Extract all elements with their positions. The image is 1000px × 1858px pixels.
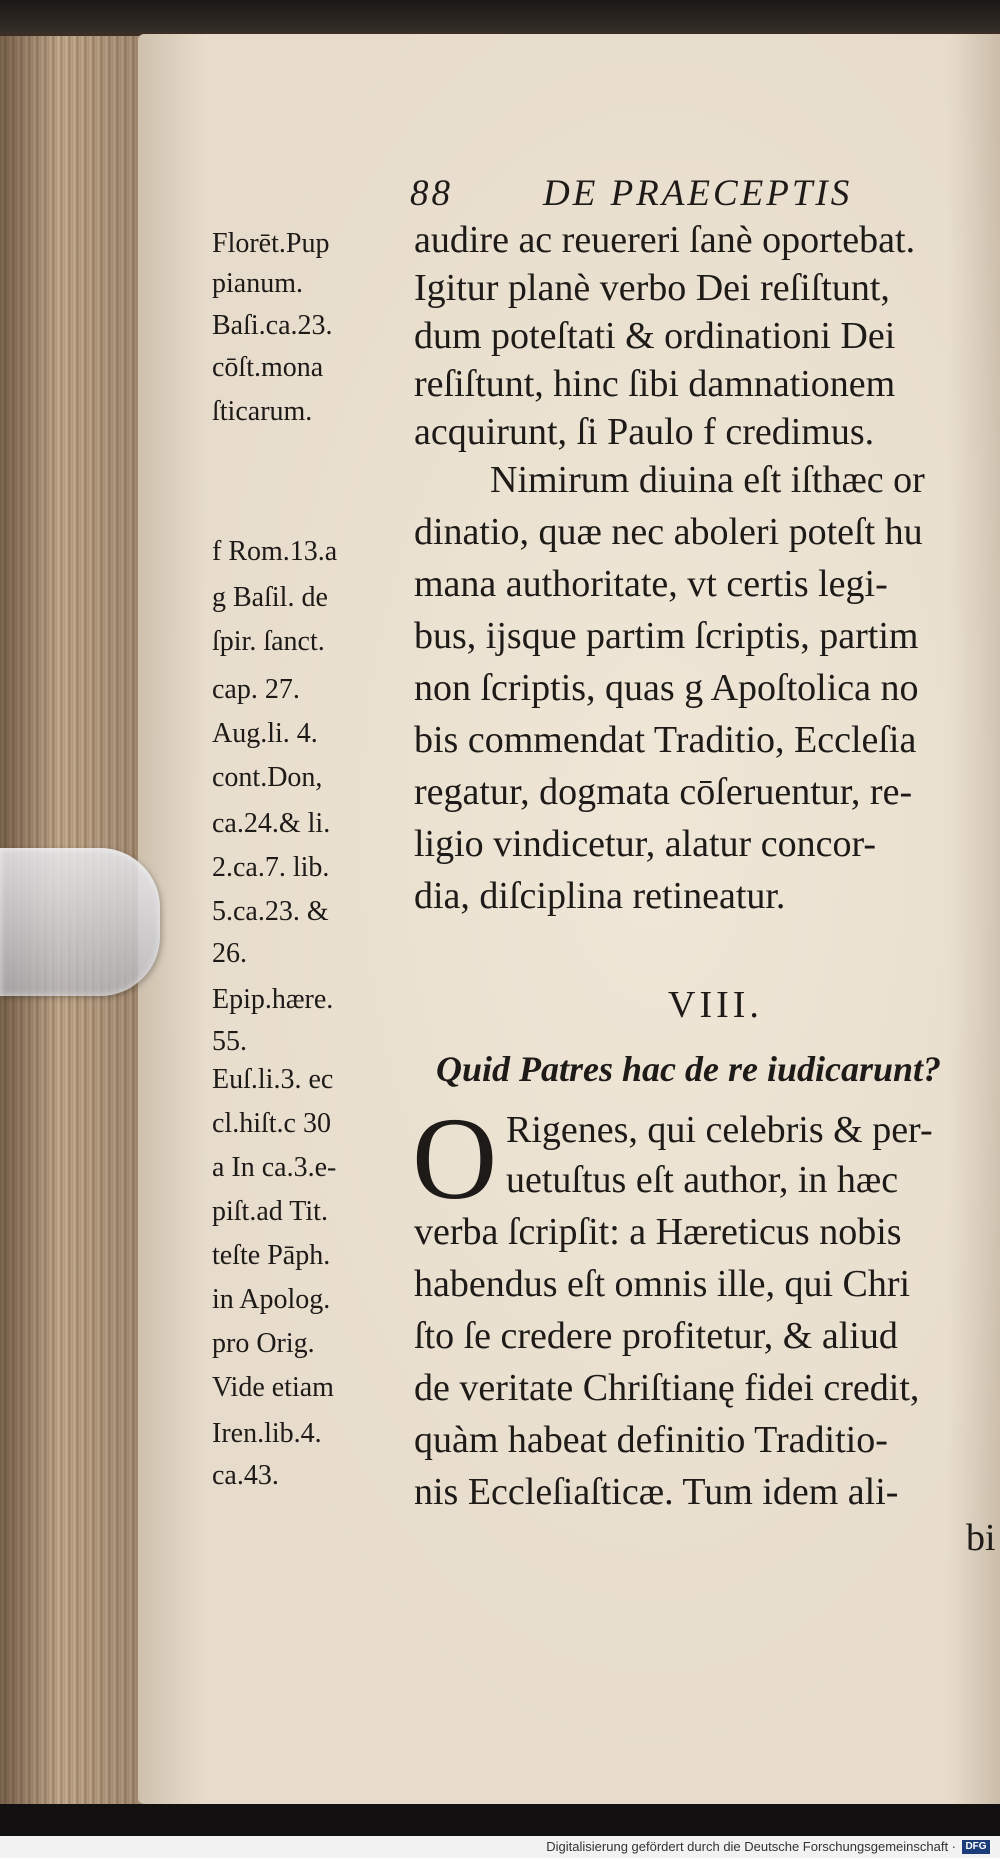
margin-note: Florēt.Pup — [212, 228, 330, 259]
body-line: bis commendat Traditio, Eccleſia — [414, 719, 917, 761]
page-number: 88 — [410, 173, 453, 214]
body-line: nis Eccleſiaſticæ. Tum idem ali- — [414, 1471, 899, 1513]
body-line: bi — [966, 1517, 996, 1559]
body-line: non ſcriptis, quas g Apoſtolica no — [414, 667, 919, 709]
digitization-footer — [0, 1836, 1000, 1858]
margin-note: cont.Don, — [212, 762, 323, 793]
margin-note: cap. 27. — [212, 674, 300, 705]
body-line: dia, diſciplina retineatur. — [414, 875, 786, 917]
body-line: Nimirum diuina eſt iſthæc or — [490, 459, 925, 501]
margin-note: 2.ca.7. lib. — [212, 852, 330, 883]
margin-note: 26. — [212, 938, 247, 969]
margin-note: 55. — [212, 1026, 247, 1057]
bottom-shadow — [0, 1804, 1000, 1836]
body-line: dum poteſtati & ordinationi Dei — [414, 315, 896, 357]
drop-cap: O — [412, 1093, 498, 1224]
margin-note: ſpir. ſanct. — [212, 626, 325, 657]
margin-note: Epip.hære. — [212, 984, 334, 1015]
body-line: de veritate Chriſtianę fidei credit, — [414, 1367, 920, 1409]
margin-note: g Baſil. de — [212, 582, 328, 613]
margin-note: ſticarum. — [212, 396, 313, 427]
margin-note: cl.hiſt.c 30 — [212, 1108, 331, 1139]
margin-note: pianum. — [212, 268, 303, 299]
margin-note: Euſ.li.3. ec — [212, 1064, 334, 1095]
section-number: VIII. — [668, 984, 763, 1026]
body-line: Rigenes, qui celebris & per- — [506, 1109, 933, 1151]
body-line: Igitur planè verbo Dei reſiſtunt, — [414, 267, 890, 309]
body-line: acquirunt, ſi Paulo f credimus. — [414, 411, 875, 453]
body-line: quàm habeat definitio Traditio- — [414, 1419, 888, 1461]
dfg-logo: DFG — [962, 1840, 990, 1854]
body-line: habendus eſt omnis ille, qui Chri — [414, 1263, 911, 1305]
margin-note: f Rom.13.a — [212, 536, 338, 567]
running-header — [410, 172, 852, 215]
margin-note: ca.43. — [212, 1460, 279, 1491]
margin-note: teſte Pāph. — [212, 1240, 331, 1271]
body-line: reſiſtunt, hinc ſibi damnationem — [414, 363, 896, 405]
body-line: ligio vindicetur, alatur concor- — [414, 823, 876, 865]
body-line: uetuſtus eſt author, in hæc — [506, 1159, 899, 1201]
margin-note: Aug.li. 4. — [212, 718, 318, 749]
plastic-clip — [0, 848, 160, 996]
margin-note: pro Orig. — [212, 1328, 315, 1359]
margin-note: a In ca.3.e- — [212, 1152, 337, 1183]
body-line: regatur, dogmata cōſeruentur, re- — [414, 771, 913, 813]
body-line: mana authoritate, vt certis legi- — [414, 563, 888, 605]
margin-note: cōſt.mona — [212, 352, 324, 383]
margin-note: 5.ca.23. & — [212, 896, 329, 927]
body-line: audire ac reuereri ſanè oportebat. — [414, 219, 916, 261]
body-line: ſto ſe credere profitetur, & aliud — [414, 1315, 898, 1357]
funding-credit: Digitalisierung gefördert durch die Deutsche Forschungsgemeinschaft · — [546, 1839, 956, 1854]
margin-note: piſt.ad Tit. — [212, 1196, 328, 1227]
running-title: DE PRAECEPTIS — [543, 173, 853, 214]
margin-note: Iren.lib.4. — [212, 1418, 322, 1449]
section-title: Quid Patres hac de re iudicarunt? — [436, 1049, 942, 1089]
body-line: dinatio, quæ nec aboleri poteſt hu — [414, 511, 923, 553]
margin-note: Baſi.ca.23. — [212, 310, 333, 341]
margin-note: ca.24.& li. — [212, 808, 331, 839]
body-line: bus, ijsque partim ſcriptis, partim — [414, 615, 919, 657]
body-line: verba ſcripſit: a Hæreticus nobis — [414, 1211, 902, 1253]
margin-note: Vide etiam — [212, 1372, 334, 1403]
margin-note: in Apolog. — [212, 1284, 331, 1315]
